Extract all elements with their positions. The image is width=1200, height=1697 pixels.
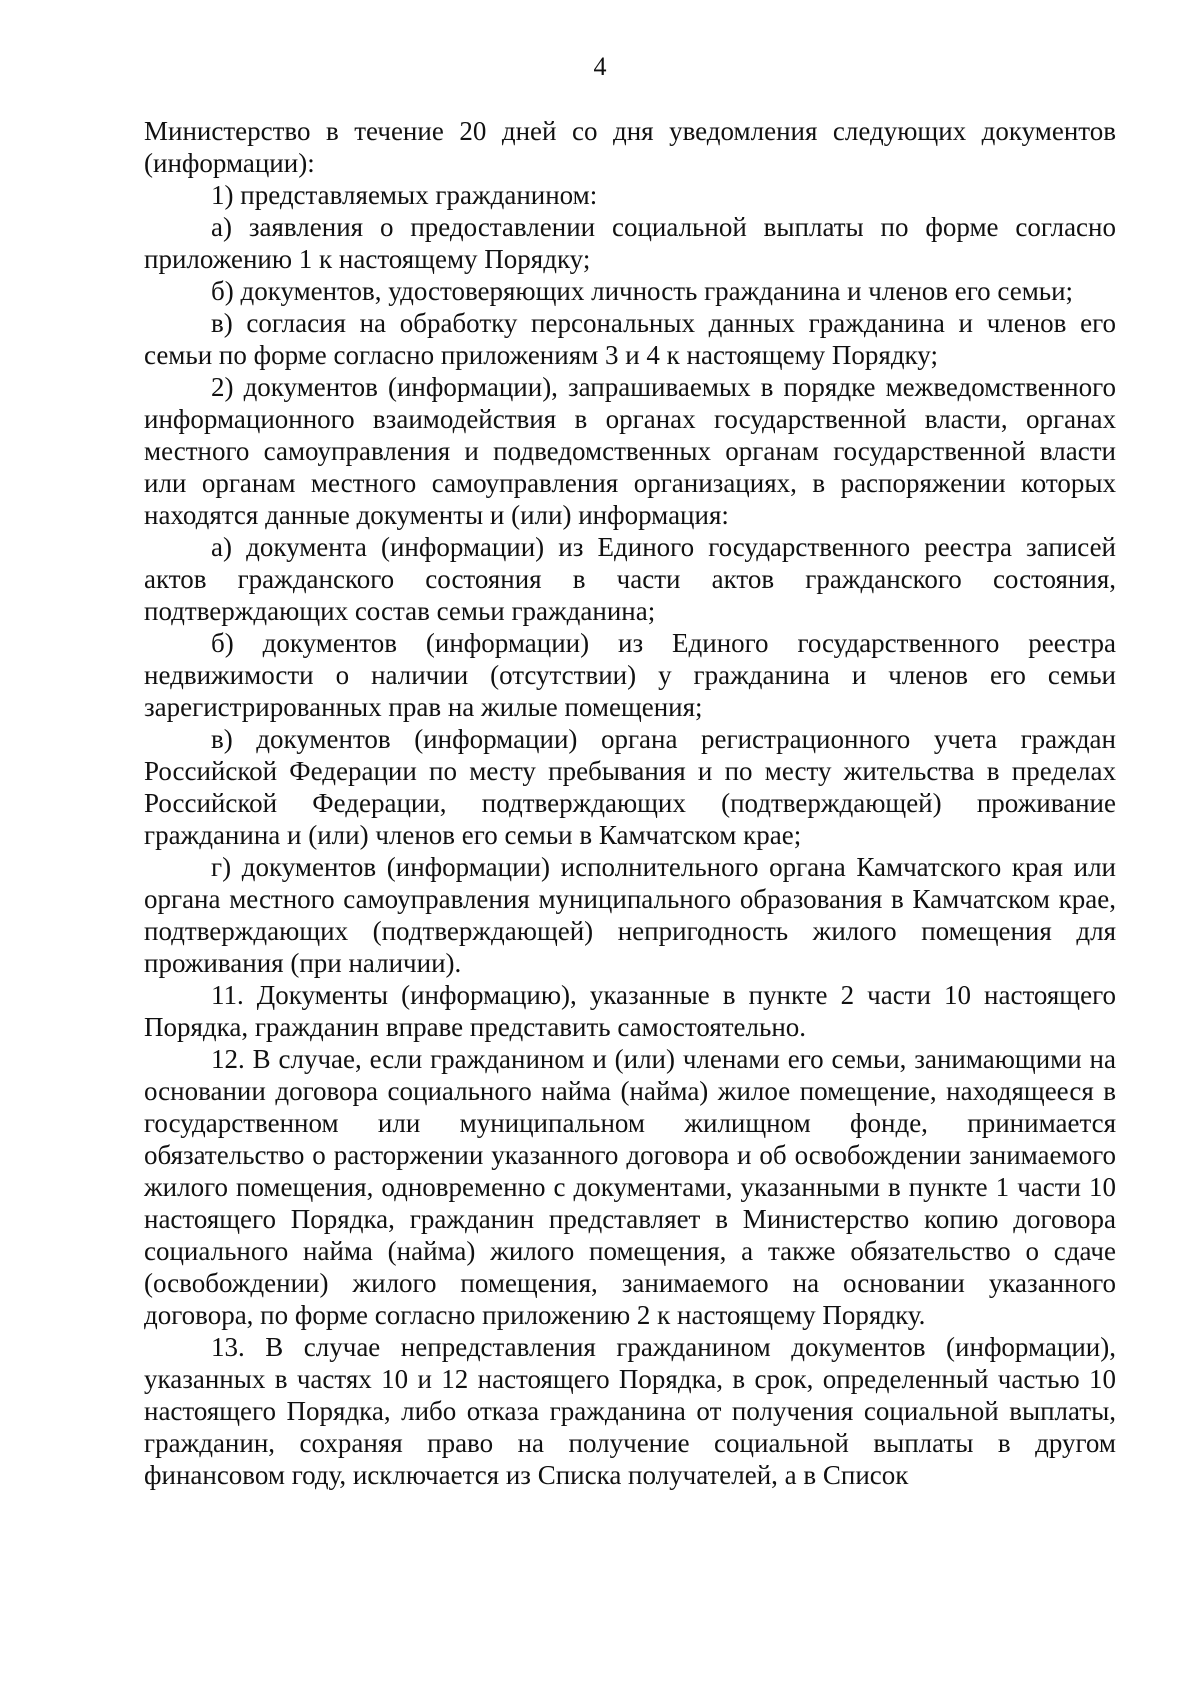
paragraph-item-1v: в) согласия на обработку персональных данных гражданина и членов его семьи по форме согласно приложениям 3 и 4 к настоящему Порядку; [144, 308, 1116, 370]
paragraph-item-2: 2) документов (информации), запрашиваемых в порядке межведомственного информационного взаимодействия в органах государственной власти, органах местного самоуправления и подведомственных органам государственной власти или органам местного самоуправления организациях, в распоряжении которых находятся данные документы и (или) информация: [144, 372, 1116, 530]
paragraph-clause-13: 13. В случае непредставления гражданином документов (информации), указанных в частях 10 и 12 настоящего Порядка, в срок, определенный частью 10 настоящего Порядка, либо отказа гражданина от получения социальной выплаты, гражданин, сохраняя право на получение социальной выплаты в другом финансовом году, исключается из Списка получателей, а в Список [144, 1332, 1116, 1490]
page-number: 4 [593, 52, 607, 81]
paragraph-item-2a: а) документа (информации) из Единого государственного реестра записей актов гражданского состояния в части актов гражданского состояния, подтверждающих состав семьи гражданина; [144, 532, 1116, 626]
paragraph-item-2g: г) документов (информации) исполнительного органа Камчатского края или органа местного самоуправления муниципального образования в Камчатском крае, подтверждающих (подтверждающей) непригодность жилого помещения для проживания (при наличии). [144, 852, 1116, 978]
paragraph-item-1a: а) заявления о предоставлении социальной выплаты по форме согласно приложению 1 к настоящему Порядку; [144, 212, 1116, 274]
paragraph-item-1b: б) документов, удостоверяющих личность гражданина и членов его семьи; [211, 276, 1074, 306]
paragraph-clause-12: 12. В случае, если гражданином и (или) членами его семьи, занимающими на основании договора социального найма (найма) жилое помещение, находящееся в государственном или муниципальном жилищном фонде, принимается обязательство о расторжении указанного договора и об освобождении занимаемого жилого помещения, одновременно с документами, указанными в пункте 1 части 10 настоящего Порядка, гражданин представляет в Министерство копию договора социального найма (найма) жилого помещения, а также обязательство о сдаче (освобождении) жилого помещения, занимаемого на основании указанного договора, по форме согласно приложению 2 к настоящему Порядку. [144, 1044, 1116, 1330]
paragraph-intro: Министерство в течение 20 дней со дня уведомления следующих документов (информации): [144, 116, 1116, 178]
paragraph-clause-11: 11. Документы (информацию), указанные в пункте 2 части 10 настоящего Порядка, гражданин вправе представить самостоятельно. [144, 980, 1116, 1042]
paragraph-item-1: 1) представляемых гражданином: [211, 180, 598, 210]
paragraph-item-2v: в) документов (информации) органа регистрационного учета граждан Российской Федерации по месту пребывания и по месту жительства в пределах Российской Федерации, подтверждающих (подтверждающей) проживание гражданина и (или) членов его семьи в Камчатском крае; [144, 724, 1116, 850]
document-body [144, 115, 1116, 1491]
paragraph-item-2b: б) документов (информации) из Единого государственного реестра недвижимости о наличии (отсутствии) у гражданина и членов его семьи зарегистрированных прав на жилые помещения; [144, 628, 1116, 722]
